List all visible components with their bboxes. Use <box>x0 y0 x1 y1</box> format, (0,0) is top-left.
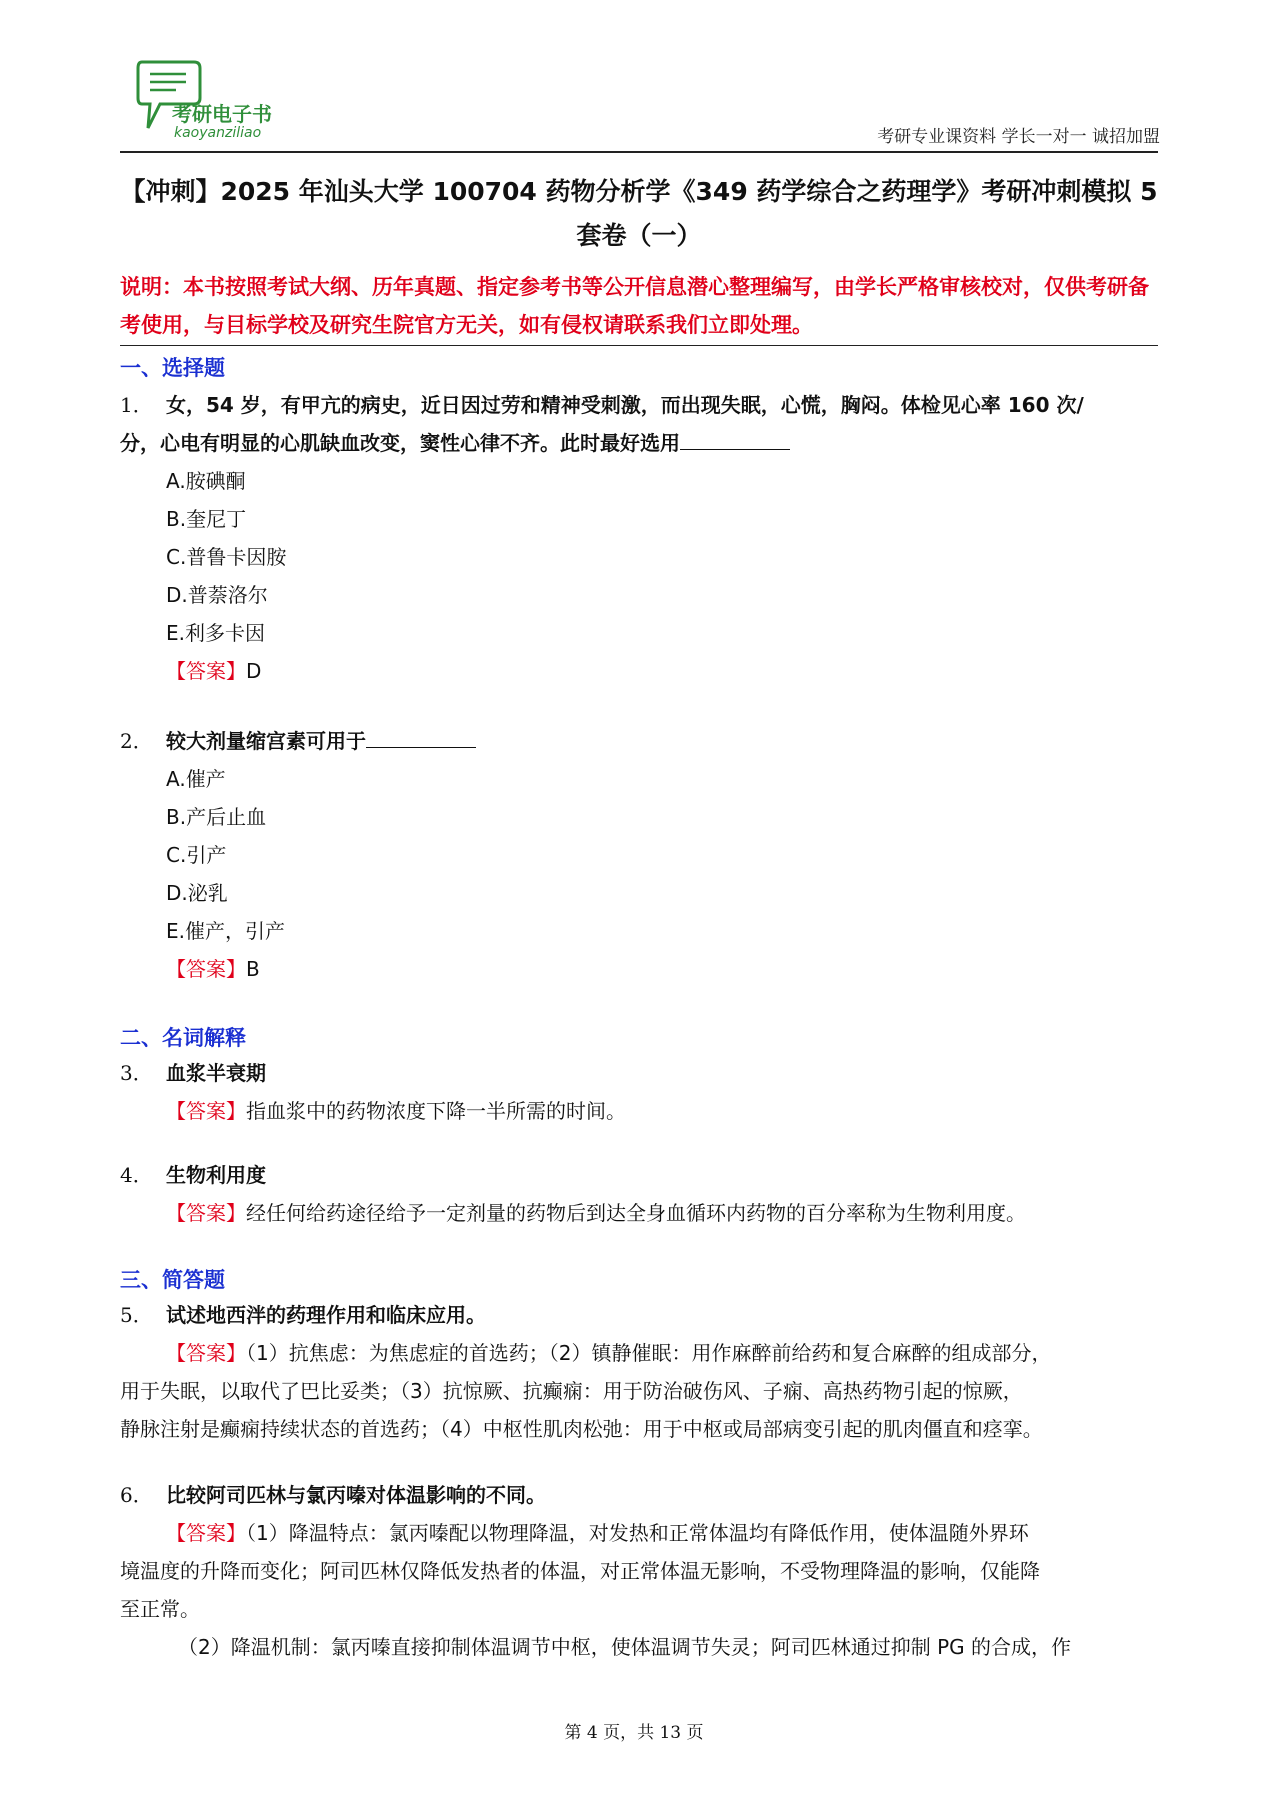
answer-1 <box>166 652 261 690</box>
option-b: B.奎尼丁 <box>166 507 247 531</box>
answer-tag: 【答案】 <box>166 957 246 981</box>
answer-tag: 【答案】 <box>166 1341 246 1365</box>
title-line-1: 【冲刺】2025 年汕头大学 100704 药物分析学《349 药学综合之药理学》考研冲刺模拟 5 <box>120 177 1158 206</box>
question-2 <box>120 722 1158 760</box>
question-3 <box>120 1054 1158 1092</box>
answer-4 <box>166 1194 1026 1232</box>
answer-tag: 【答案】 <box>166 1099 246 1123</box>
answer-text-line-4: （2）降温机制：氯丙嗪直接抑制体温调节中枢，使体温调节失灵；阿司匹林通过抑制 PG 的合成，作 <box>178 1635 1071 1659</box>
section-heading-choice: 一、选择题 <box>120 356 225 380</box>
question-number: 4． <box>120 1163 153 1187</box>
option-c: C.引产 <box>166 843 227 867</box>
answer-text: 经任何给药途径给予一定剂量的药物后到达全身血循环内药物的百分率称为生物利用度。 <box>246 1201 1026 1225</box>
answer-tag: 【答案】 <box>166 659 246 683</box>
question-number: 6． <box>120 1483 153 1507</box>
question-text-line-1: 女，54 岁，有甲亢的病史，近日因过劳和精神受刺激，而出现失眠，心慌，胸闷。体检见心率 160 次/ <box>166 393 1084 417</box>
option-c: C.普鲁卡因胺 <box>166 545 287 569</box>
answer-text-line-1: （1）降温特点：氯丙嗪配以物理降温，对发热和正常体温均有降低作用，使体温随外界环 <box>246 1521 1029 1545</box>
question-text: 较大剂量缩宫素可用于 <box>166 729 366 753</box>
question-number: 2． <box>120 729 153 753</box>
answer-value: D <box>246 659 262 683</box>
option-e: E.催产，引产 <box>166 919 285 943</box>
answer-3 <box>166 1092 626 1130</box>
logo-subtext: kaoyanziliao <box>174 125 262 141</box>
question-number: 3． <box>120 1061 153 1085</box>
title-line-2: 套卷（一） <box>576 221 702 250</box>
answer-blank <box>366 725 476 748</box>
answer-2 <box>166 950 260 988</box>
answer-text-line-2: 境温度的升降而变化；阿司匹林仅降低发热者的体温，对正常体温无影响，不受物理降温的影响，仅能降 <box>120 1559 1040 1583</box>
answer-text: 指血浆中的药物浓度下降一半所需的时间。 <box>246 1099 626 1123</box>
header-tagline: 考研专业课资料 学长一对一 诚招加盟 <box>877 127 1160 147</box>
note-divider <box>120 345 1158 346</box>
question-text: 生物利用度 <box>166 1163 266 1187</box>
answer-tag: 【答案】 <box>166 1521 246 1545</box>
site-logo <box>136 58 286 144</box>
section-heading-terms: 二、名词解释 <box>120 1026 246 1050</box>
answer-text-line-3: 至正常。 <box>120 1597 200 1621</box>
question-number: 5． <box>120 1303 153 1327</box>
question-number: 1． <box>120 393 153 417</box>
question-text-line-2: 分，心电有明显的心肌缺血改变，窦性心律不齐。此时最好选用 <box>120 431 680 455</box>
question-text: 血浆半衰期 <box>166 1061 266 1085</box>
option-a: A.催产 <box>166 767 226 791</box>
question-text: 试述地西泮的药理作用和临床应用。 <box>166 1303 486 1327</box>
answer-5 <box>120 1334 1160 1448</box>
answer-text-line-3: 静脉注射是癫痫持续状态的首选药；（4）中枢性肌肉松弛：用于中枢或局部病变引起的肌肉僵直和痉挛。 <box>120 1417 1043 1441</box>
option-b: B.产后止血 <box>166 805 267 829</box>
option-d: D.普萘洛尔 <box>166 583 268 607</box>
option-a: A.胺碘酮 <box>166 469 246 493</box>
answer-tag: 【答案】 <box>166 1201 246 1225</box>
section-heading-short-answer: 三、简答题 <box>120 1268 225 1292</box>
answer-blank <box>680 427 790 450</box>
option-e: E.利多卡因 <box>166 621 265 645</box>
header-divider <box>120 151 1158 153</box>
question-text: 比较阿司匹林与氯丙嗪对体温影响的不同。 <box>166 1483 546 1507</box>
answer-value: B <box>246 957 260 981</box>
answer-text-line-2: 用于失眠，以取代了巴比妥类；（3）抗惊厥、抗癫痫：用于防治破伤风、子痫、高热药物引起的惊厥， <box>120 1379 1023 1403</box>
answer-text-line-1: （1）抗焦虑：为焦虑症的首选药；（2）镇静催眠：用作麻醉前给药和复合麻醉的组成部分， <box>246 1341 1052 1365</box>
question-5 <box>120 1296 1158 1334</box>
question-4 <box>120 1156 1158 1194</box>
option-d: D.泌乳 <box>166 881 228 905</box>
logo-text: 考研电子书 <box>172 102 272 126</box>
question-6 <box>120 1476 1158 1514</box>
question-1 <box>120 386 1158 462</box>
document-title <box>120 170 1158 258</box>
disclaimer-note: 说明：本书按照考试大纲、历年真题、指定参考书等公开信息潜心整理编写，由学长严格审核校对，仅供考研备考使用，与目标学校及研究生院官方无关，如有侵权请联系我们立即处理。 <box>120 275 1149 337</box>
answer-6 <box>120 1514 1160 1666</box>
page-number: 第 4 页，共 13 页 <box>564 1723 704 1743</box>
